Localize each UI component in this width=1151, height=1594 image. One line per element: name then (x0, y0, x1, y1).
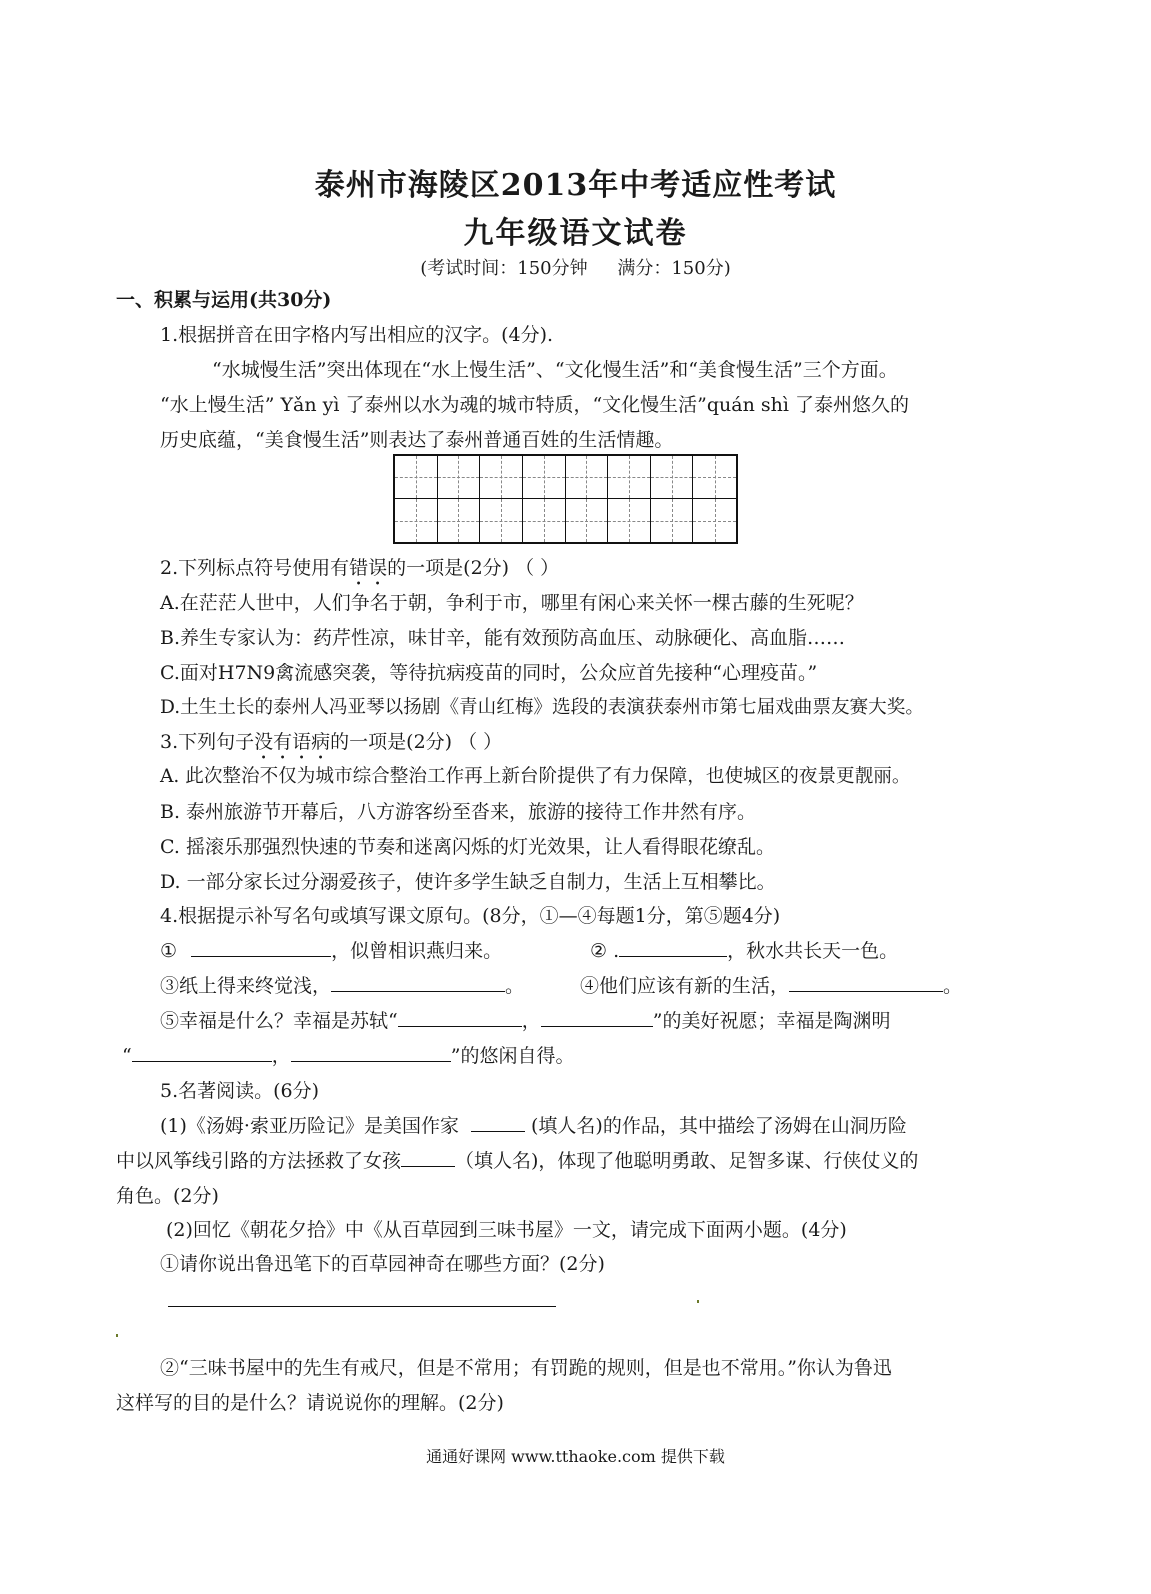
q2-option-b: B.养生专家认为：药芹性凉，味甘辛，能有效预防高血压、动脉硬化、高血脂…… (160, 627, 846, 649)
q4-item2-blank[interactable] (619, 938, 727, 957)
exam-title: 泰州市海陵区2013年中考适应性考试 (314, 168, 837, 203)
q4-item3-end: 。 (505, 975, 525, 997)
q2-stem (160, 555, 559, 590)
q3-stem-text: 3.下列句子 (160, 731, 255, 753)
q4-item1-label: ① (160, 940, 178, 962)
q4-item5-cont (122, 1043, 574, 1069)
q1-passage-line2: “水上慢生活” Yǎn yì 了泰州以水为魂的城市特质，“文化慢生活”quán shì 了泰州悠久的 (160, 394, 909, 416)
q1-passage-line1: “水城慢生活”突出体现在“水上慢生活”、“文化慢生活”和“美食慢生活”三个方面。 (212, 359, 898, 381)
q4-item2-text: ，秋水共长天一色。 (727, 940, 899, 962)
q4-item5-text3: ”的悠闲自得。 (450, 1045, 575, 1067)
section-heading: 一、积累与运用(共30分) (116, 289, 332, 311)
q4-item5-text2: ”的美好祝愿；幸福是陶渊明 (652, 1010, 891, 1032)
q4-item4 (580, 973, 962, 999)
grid-cell[interactable] (651, 456, 694, 499)
exam-score: 满分：150分) (617, 258, 731, 279)
q4-item5-blank3[interactable] (132, 1043, 272, 1062)
grid-cell[interactable] (480, 499, 523, 542)
grid-cell[interactable] (693, 499, 736, 542)
q4-item3-blank[interactable] (331, 973, 505, 992)
q5-stem: 5.名著阅读。(6分) (160, 1080, 320, 1102)
q5-part2-q1: ①请你说出鲁迅笔下的百草园神奇在哪些方面？(2分) (160, 1253, 605, 1275)
q5-part2-q2-line1: ②“三味书屋中的先生有戒尺，但是不常用；有罚跪的规则，但是也不常用。”你认为鲁迅 (160, 1357, 892, 1379)
q4-item5-sep2: ， (271, 1045, 291, 1067)
q5-part2-q2-line2: 这样写的目的是什么？请说说你的理解。(2分) (116, 1392, 504, 1414)
q3-option-d: D. 一部分家长过分溺爱孩子，使许多学生缺乏自制力，生活上互相攀比。 (160, 871, 776, 893)
q4-item5 (160, 1008, 890, 1034)
q5-part2-stem: (2)回忆《朝花夕拾》中《从百草园到三味书屋》一文，请完成下面两小题。(4分) (166, 1219, 847, 1241)
q2-stem-suffix: 的一项是(2分) （ ） (387, 557, 560, 579)
q4-item3 (160, 973, 524, 999)
q2-option-a: A.在茫茫人世中，人们争名于朝，争利于市，哪里有闲心来关怀一棵古藤的生死呢？ (160, 592, 864, 614)
q5-part1-text3: 中以风筝线引路的方法拯救了女孩 (116, 1150, 402, 1172)
q5-part1-line3: 角色。(2分) (116, 1185, 219, 1207)
q4-item1 (160, 938, 502, 964)
exam-time: (考试时间：150分钟 (420, 258, 588, 279)
grid-cell[interactable] (438, 456, 481, 499)
page-footer: 通通好课网 www.tthaoke.com 提供下载 (426, 1447, 725, 1466)
q4-item5-blank4[interactable] (291, 1043, 451, 1062)
q3-stem-emphasis: 没有语病 (254, 731, 331, 753)
tianzige-grid[interactable] (393, 454, 738, 544)
q4-stem: 4.根据提示补写名句或填写课文原句。(8分，①—④每题1分，第⑤题4分) (160, 905, 781, 927)
grid-cell[interactable] (566, 499, 609, 542)
q4-item1-blank[interactable] (191, 938, 331, 957)
q2-option-d: D.土生土长的泰州人冯亚琴以扬剧《青山红梅》选段的表演获泰州市第七届戏曲票友赛大奖。 (160, 697, 924, 718)
q5-part1-text4: （填人名)，体现了他聪明勇敢、足智多谋、行侠仗义的 (455, 1150, 919, 1172)
grid-cell[interactable] (480, 456, 523, 499)
q4-item5-blank2[interactable] (541, 1008, 653, 1027)
q2-stem-emphasis: 错误 (349, 557, 388, 579)
grid-cell[interactable] (395, 456, 438, 499)
q5-part1-text2: (填人名)的作品，其中描绘了汤姆在山洞历险 (531, 1115, 907, 1137)
grid-cell[interactable] (438, 499, 481, 542)
q5-part1-line2 (116, 1148, 918, 1174)
grid-cell[interactable] (566, 456, 609, 499)
q5-girl-blank[interactable] (401, 1148, 455, 1167)
scan-speck (697, 1300, 699, 1303)
q3-option-c: C. 摇滚乐那强烈快速的节奏和迷离闪烁的灯光效果，让人看得眼花缭乱。 (160, 836, 775, 858)
q2-stem-text: 2.下列标点符号使用有 (160, 557, 350, 579)
exam-meta (0, 254, 1151, 280)
grid-cell[interactable] (395, 499, 438, 542)
q4-item2 (590, 938, 898, 964)
answer-line[interactable] (168, 1306, 556, 1307)
q3-option-a: A. 此次整治不仅为城市综合整治工作再上新台阶提供了有力保障，也使城区的夜景更靓丽。 (160, 766, 911, 787)
q3-option-b: B. 泰州旅游节开幕后，八方游客纷至沓来，旅游的接待工作井然有序。 (160, 801, 757, 823)
grid-cell[interactable] (608, 456, 651, 499)
exam-subtitle: 九年级语文试卷 (463, 216, 688, 251)
q4-item1-text: ，似曾相识燕归来。 (331, 940, 503, 962)
q5-part1-line1 (160, 1113, 907, 1139)
q4-item3-text: ③纸上得来终觉浅， (160, 975, 332, 997)
q4-item4-end: 。 (943, 975, 963, 997)
q3-stem (160, 729, 502, 764)
q4-item5-quote: “ (122, 1045, 132, 1067)
grid-cell[interactable] (608, 499, 651, 542)
q5-part1-text: (1)《汤姆·索亚历险记》是美国作家 (160, 1115, 459, 1137)
grid-cell[interactable] (523, 456, 566, 499)
q4-item4-blank[interactable] (789, 973, 943, 992)
grid-cell[interactable] (651, 499, 694, 542)
q4-item4-text: ④他们应该有新的生活， (580, 975, 790, 997)
q1-passage-line3: 历史底蕴，“美食慢生活”则表达了泰州普通百姓的生活情趣。 (160, 429, 674, 451)
q4-item2-label: ② . (590, 940, 620, 962)
grid-cell[interactable] (693, 456, 736, 499)
scan-speck (116, 1334, 118, 1337)
q4-item5-sep: ， (521, 1010, 541, 1032)
q1-stem: 1.根据拼音在田字格内写出相应的汉字。(4分). (160, 324, 554, 346)
q4-item5-blank1[interactable] (398, 1008, 522, 1027)
q2-option-c: C.面对H7N9禽流感突袭，等待抗病疫苗的同时，公众应首先接种“心理疫苗。” (160, 662, 818, 684)
grid-cell[interactable] (523, 499, 566, 542)
q5-author-blank[interactable] (471, 1113, 525, 1132)
q3-stem-suffix: 的一项是(2分) （ ） (330, 731, 503, 753)
q4-item5-text: ⑤幸福是什么？幸福是苏轼“ (160, 1010, 398, 1032)
